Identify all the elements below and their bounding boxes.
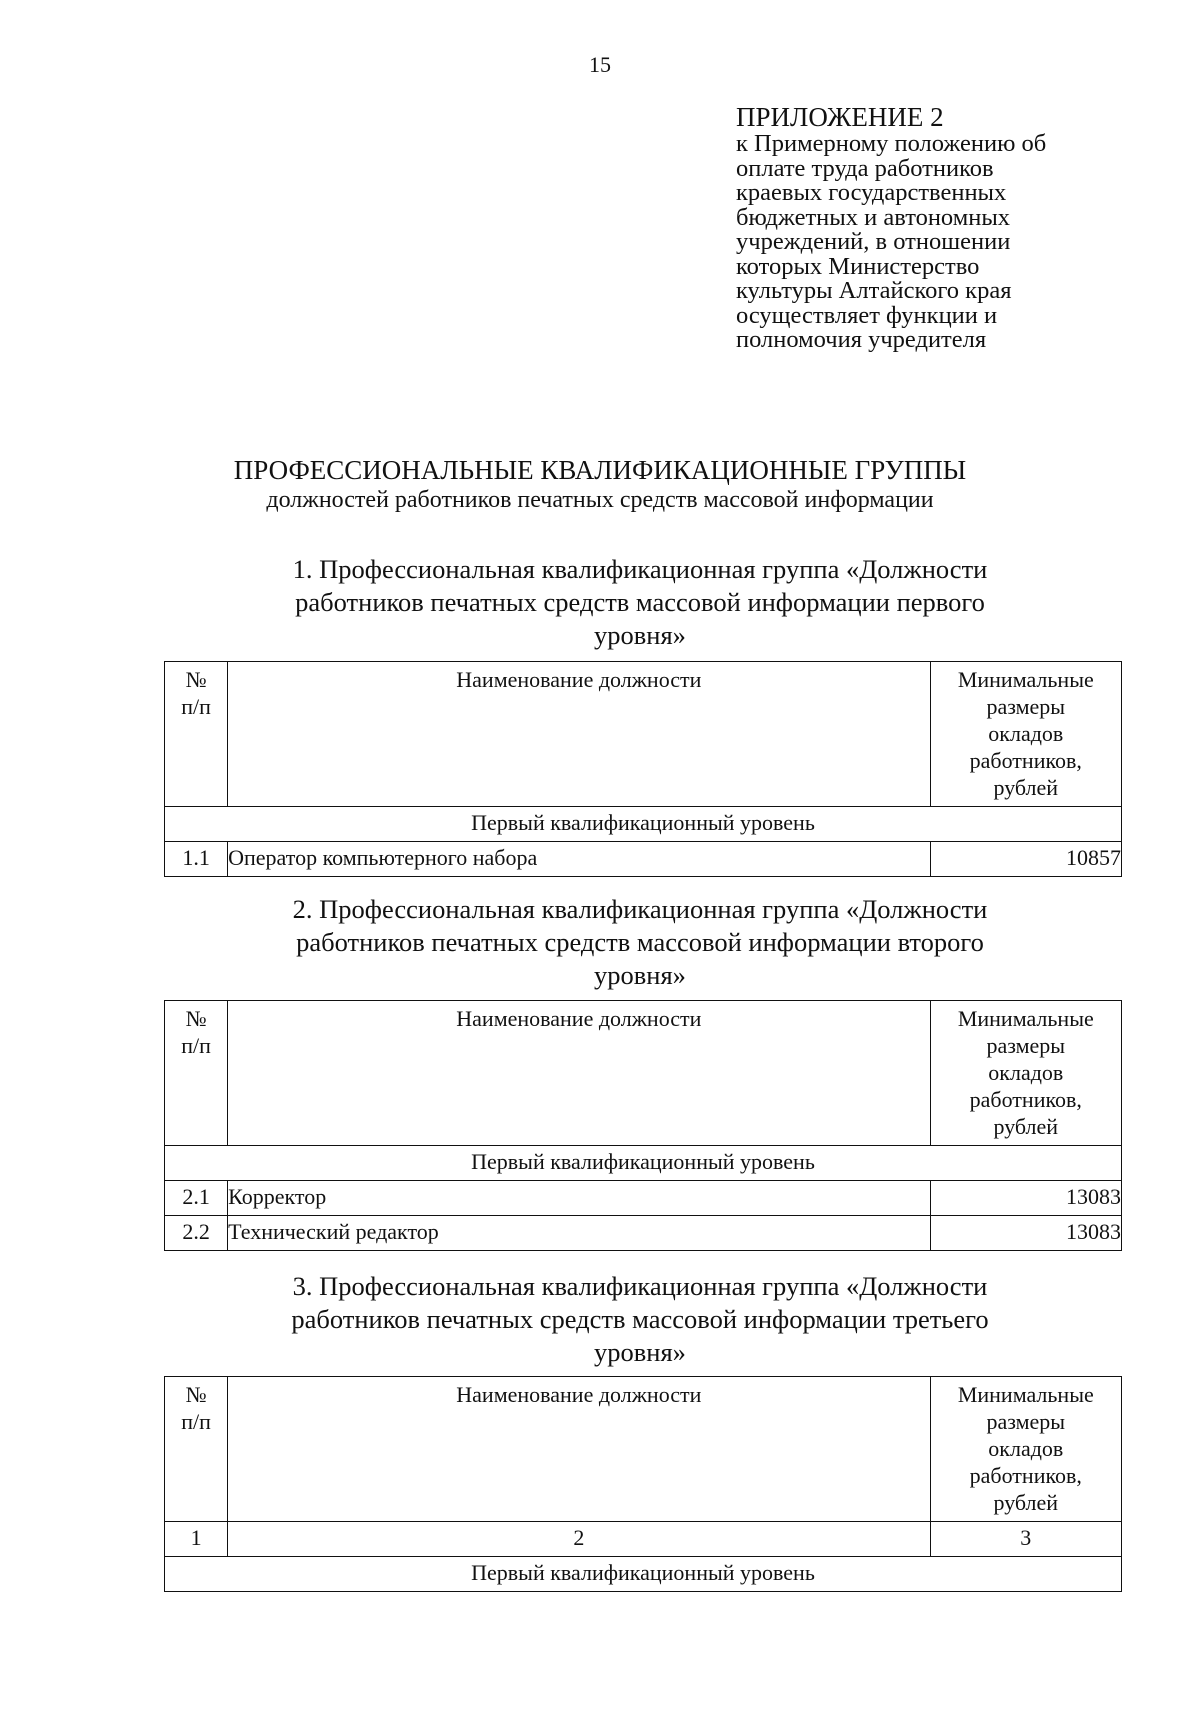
header-salary-line: размеры — [986, 1033, 1066, 1058]
column-number: 3 — [930, 1522, 1121, 1557]
appendix-line: бюджетных и автономных — [736, 203, 1011, 231]
salary-amount: 13083 — [930, 1181, 1121, 1216]
row-number: 1.1 — [165, 842, 228, 877]
title-subtitle: должностей работников печатных средств массовой информации — [266, 487, 934, 513]
section-3-table — [164, 1376, 1122, 1592]
table-header-row — [165, 1001, 1122, 1146]
section-heading-line: уровня» — [594, 1337, 686, 1367]
header-number-abbr: п/п — [181, 1409, 211, 1434]
header-number-symbol: № — [185, 1382, 207, 1407]
header-number-cell — [165, 1001, 228, 1146]
qualification-level: Первый квалификационный уровень — [165, 1146, 1122, 1181]
column-number: 1 — [165, 1522, 228, 1557]
table-header-row — [165, 662, 1122, 807]
column-number-row — [165, 1522, 1122, 1557]
header-number-symbol: № — [185, 667, 207, 692]
header-number-cell — [165, 1377, 228, 1522]
header-position-cell: Наименование должности — [228, 662, 930, 807]
qualification-level: Первый квалификационный уровень — [165, 807, 1122, 842]
header-salary-line: рублей — [993, 775, 1059, 800]
header-salary-line: окладов — [988, 1060, 1064, 1085]
header-number-cell — [165, 662, 228, 807]
salary-amount: 10857 — [930, 842, 1121, 877]
qualification-level-row — [165, 1557, 1122, 1592]
section-heading-line: работников печатных средств массовой информации третьего — [291, 1304, 989, 1334]
section-heading-line: работников печатных средств массовой информации первого — [295, 587, 985, 617]
header-position-cell: Наименование должности — [228, 1001, 930, 1146]
header-number-abbr: п/п — [181, 694, 211, 719]
row-number: 2.1 — [165, 1181, 228, 1216]
title-main: ПРОФЕССИОНАЛЬНЫЕ КВАЛИФИКАЦИОННЫЕ ГРУППЫ — [233, 455, 967, 485]
section-3-heading — [160, 1270, 1120, 1369]
header-salary-line: работников, — [969, 1087, 1082, 1112]
position-name: Корректор — [228, 1181, 930, 1216]
appendix-line: учреждений, в отношении — [736, 228, 1011, 255]
qualification-level-row — [165, 807, 1122, 842]
column-number: 2 — [228, 1522, 930, 1557]
header-position-cell: Наименование должности — [228, 1377, 930, 1522]
header-salary-line: размеры — [986, 694, 1066, 719]
section-heading-line: 1. Профессиональная квалификационная группа «Должности — [292, 554, 988, 584]
header-salary-line: Минимальные — [957, 1382, 1094, 1407]
section-2-table — [164, 1000, 1122, 1251]
appendix-line: к Примерному положению об — [736, 130, 1047, 157]
header-salary-line: размеры — [986, 1409, 1066, 1434]
header-salary-line: работников, — [969, 748, 1082, 773]
appendix-line: краевых государственных — [736, 179, 1007, 206]
appendix-line: осуществляет функции и — [736, 301, 998, 329]
table-row — [165, 842, 1122, 877]
page-number: 15 — [589, 52, 611, 77]
header-number-symbol: № — [185, 1006, 207, 1031]
section-heading-line: уровня» — [594, 960, 686, 990]
qualification-level: Первый квалификационный уровень — [165, 1557, 1122, 1592]
document-title — [0, 454, 1200, 514]
section-heading-line: 2. Профессиональная квалификационная группа «Должности — [292, 894, 988, 924]
section-1-heading — [160, 553, 1120, 652]
table-row — [165, 1181, 1122, 1216]
header-salary-line: окладов — [988, 721, 1064, 746]
position-name: Технический редактор — [228, 1216, 930, 1251]
header-salary-cell — [930, 1377, 1121, 1522]
appendix-heading: ПРИЛОЖЕНИЕ 2 — [736, 102, 944, 132]
table-row — [165, 1216, 1122, 1251]
header-salary-line: рублей — [993, 1114, 1059, 1139]
table-header-row — [165, 1377, 1122, 1522]
section-heading-line: работников печатных средств массовой информации второго — [296, 927, 984, 957]
row-number: 2.2 — [165, 1216, 228, 1251]
header-salary-line: Минимальные — [957, 1006, 1094, 1031]
header-salary-cell — [930, 662, 1121, 807]
appendix-block — [736, 102, 1136, 353]
header-salary-line: рублей — [993, 1490, 1059, 1515]
header-number-abbr: п/п — [181, 1033, 211, 1058]
section-2-heading — [160, 893, 1120, 992]
section-1-table — [164, 661, 1122, 877]
appendix-line: которых Министерство — [736, 252, 980, 280]
appendix-line: оплате труда работников — [736, 154, 994, 182]
position-name: Оператор компьютерного набора — [228, 842, 930, 877]
header-salary-cell — [930, 1001, 1121, 1146]
qualification-level-row — [165, 1146, 1122, 1181]
header-salary-line: Минимальные — [957, 667, 1094, 692]
salary-amount: 13083 — [930, 1216, 1121, 1251]
appendix-line: полномочия учредителя — [736, 326, 987, 353]
section-heading-line: уровня» — [594, 620, 686, 650]
section-heading-line: 3. Профессиональная квалификационная группа «Должности — [292, 1271, 988, 1301]
header-salary-line: работников, — [969, 1463, 1082, 1488]
header-salary-line: окладов — [988, 1436, 1064, 1461]
appendix-line: культуры Алтайского края — [736, 277, 1012, 304]
